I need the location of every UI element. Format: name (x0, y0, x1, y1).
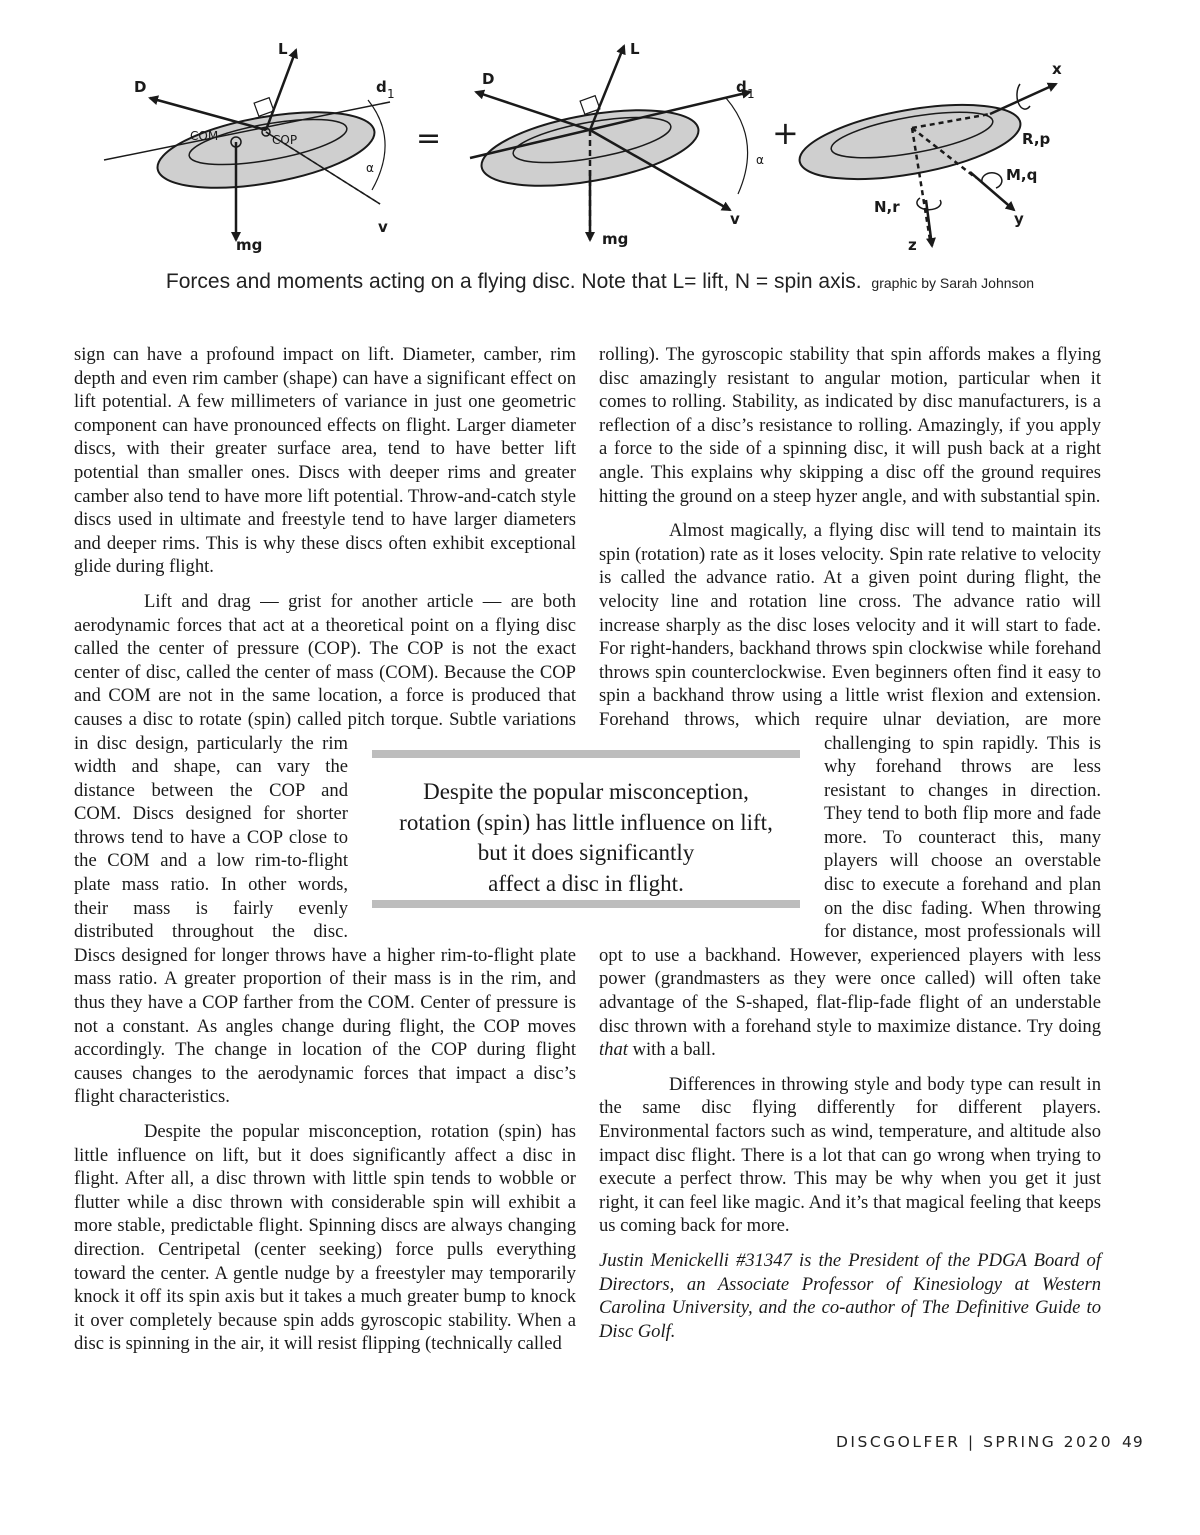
pull-quote-text (372, 777, 800, 899)
label-cop: COP (272, 133, 298, 147)
label-d1-2: d (736, 78, 747, 96)
label-z: z (908, 236, 917, 254)
label-mg: mg (236, 236, 263, 254)
label-alpha: α (366, 161, 374, 175)
label-v: v (378, 218, 388, 236)
label-Rp: R,p (1022, 130, 1051, 148)
diagram-panel-3 (794, 60, 1062, 254)
caption-credit: graphic by Sarah Johnson (871, 275, 1035, 291)
label-mg-2: mg (602, 230, 629, 248)
plus-sign: + (772, 114, 799, 152)
author-bio: Justin Menickelli #31347 is the President of the PDGA Board of Directors, an Associate Professor of Kinesiology at Western Carolina University, and the co-author of The Definitive Guide to Disc Golf. (599, 1249, 1101, 1342)
label-D-2: D (482, 70, 495, 88)
pull-quote-top-rule (372, 750, 800, 758)
right-paragraph-2-emphasis: that (599, 1039, 628, 1061)
pull-quote-bottom-rule (372, 900, 800, 908)
label-d1-sub: 1 (387, 87, 395, 101)
right-paragraph-2-end: with a ball. (627, 1039, 716, 1061)
equals-sign: = (416, 121, 442, 156)
caption-text: Forces and moments acting on a flying disc. Note that L= lift, N = spin axis. (165, 270, 862, 293)
footer-publication: DISCGOLFER | SPRING 2020 (836, 1433, 1114, 1451)
label-alpha-2: α (756, 153, 764, 167)
label-L-2: L (630, 40, 640, 58)
label-Nr: N,r (874, 198, 900, 216)
page-number: 49 (1122, 1433, 1144, 1451)
figure-caption (0, 270, 1200, 294)
left-paragraph-3: Despite the popular misconception, rotation (spin) has little influence on lift, but it does significantly affect a disc in flight. After all, a disc thrown with little spin tends to wobble or flutter while a disc thrown with considerable spin will exhibit a more stable, predictable flight. Spinning discs are always changing direction. Centripetal (center seeking) force pulls everything toward the center. A gentle nudge by a freestyler may temporarily knock it off its spin axis but it takes a much greater bump to knock it over completely because spin adds gyroscopic stability. When a disc is spinning in the air, it will resist flipping (technically called (74, 1121, 576, 1355)
label-L: L (278, 40, 288, 58)
label-d1: d (376, 78, 387, 96)
right-paragraph-1: rolling). The gyroscopic stability that spin affords makes a flying disc amazingly resistant to angular motion, particular when it comes to rolling. Stability, as indicated by disc manufacturers, is a reflection of a disc’s resistance to rolling. Amazingly, if you apply a force to the side of a spinning disc, it will push back at a right angle. This explains why skipping a disc off the ground requires hitting the ground on a steep hyzer angle, and with substantial spin. (599, 344, 1101, 507)
label-v-2: v (730, 210, 740, 228)
diagram-panel-1 (104, 40, 395, 254)
pull-quote-line-2: rotation (spin) has little influence on lift, (399, 809, 773, 835)
label-Mq: M,q (1006, 166, 1038, 184)
left-paragraph-1: sign can have a profound impact on lift. Diameter, camber, rim depth and even rim camber (shape) can have a significant effect on lift potential. A few millimeters of variance in just one geometric component can have pronounced effects on flight. Larger diameter discs, with their greater surface area, tend to have better lift potential than smaller ones. Discs with deeper rims and greater camber also tend to have more lift potential. Throw-and-catch style discs used in ultimate and freestyle tend to have larger diameters and deeper rims. This is why these discs often exhibit exceptional glide during flight. (74, 344, 576, 578)
label-y: y (1014, 210, 1024, 228)
label-com: COM (190, 129, 219, 143)
label-D: D (134, 78, 147, 96)
label-d1-sub-2: 1 (747, 87, 755, 101)
pull-quote-line-3: but it does significantly (477, 840, 695, 865)
right-paragraph-2-text: Almost magically, a flying disc will tend to maintain its spin (rotation) rate as it loses velocity. Spin rate relative to velocity is called the advance ratio. At a given point during flight, the velocity line and rotation line cross. The advance ratio will increase sharply as the disc loses velocity and it will start to fade. For right-handers, backhand throws spin clockwise while forehand throws spin counterclockwise. Even beginners often find it easy to spin a backhand throw using a little wrist flexion and extension. Forehand throws, which require ulnar deviation, are more challenging to spin rapidly. This is why forehand throws are less resistant to changes in direction. They tend to both flip more and fade more. To counteract this, many players will choose an overstable disc to execute a forehand and plan on the disc fading. When throwing for distance, most professionals will opt to use a backhand. However, experienced players with less power (grandmasters as they were once called) will often take advantage of the S-shaped, flat-flip-fade flight of an understable disc thrown with a forehand style to maximize distance. Try doing (599, 520, 1101, 1037)
pull-quote-line-4: affect a disc in flight. (488, 870, 684, 896)
label-x: x (1052, 60, 1062, 78)
right-paragraph-3: Differences in throwing style and body type can result in the same disc flying differently for different players. Environmental factors such as wind, temperature, and altitude also impact disc flight. There is a lot that can go wrong when trying to execute a perfect throw. This may be why when you get it just right, it can feel like magic. And it’s that magical feeling that keeps us coming back for more. (599, 1073, 1101, 1237)
diagram-panel-2 (470, 40, 764, 248)
forces-diagram (90, 30, 1110, 262)
pull-quote (372, 750, 800, 908)
pull-quote-line-1: Despite the popular misconception, (423, 779, 749, 804)
left-paragraph-2-text: Lift and drag — grist for another article — are both aerodynamic forces that act at a theoretical point on a flying disc called the center of pressure (COP). The COP is not the exact center of disc, called the center of mass (COM). Because the COP and COM are not in the same location, a force is produced that causes a disc to rotate (spin) called pitch torque. Subtle variations in disc design, particularly the rim width and shape, can vary the distance between the COP and COM. Discs designed for shorter throws tend to have a COP close to the COM and a low rim-to-flight plate mass ratio. In other words, their mass is fairly evenly distributed throughout the disc. Discs designed for longer throws have a higher rim-to-flight plate mass ratio. A greater proportion of their mass is in the rim, and thus they have a COP farther from the COM. Center of pressure is not a constant. As angles change during flight, the COP moves accordingly. The change in location of the COP during flight causes changes to the aerodynamic forces that impact a disc’s flight characteristics. (74, 590, 576, 1108)
